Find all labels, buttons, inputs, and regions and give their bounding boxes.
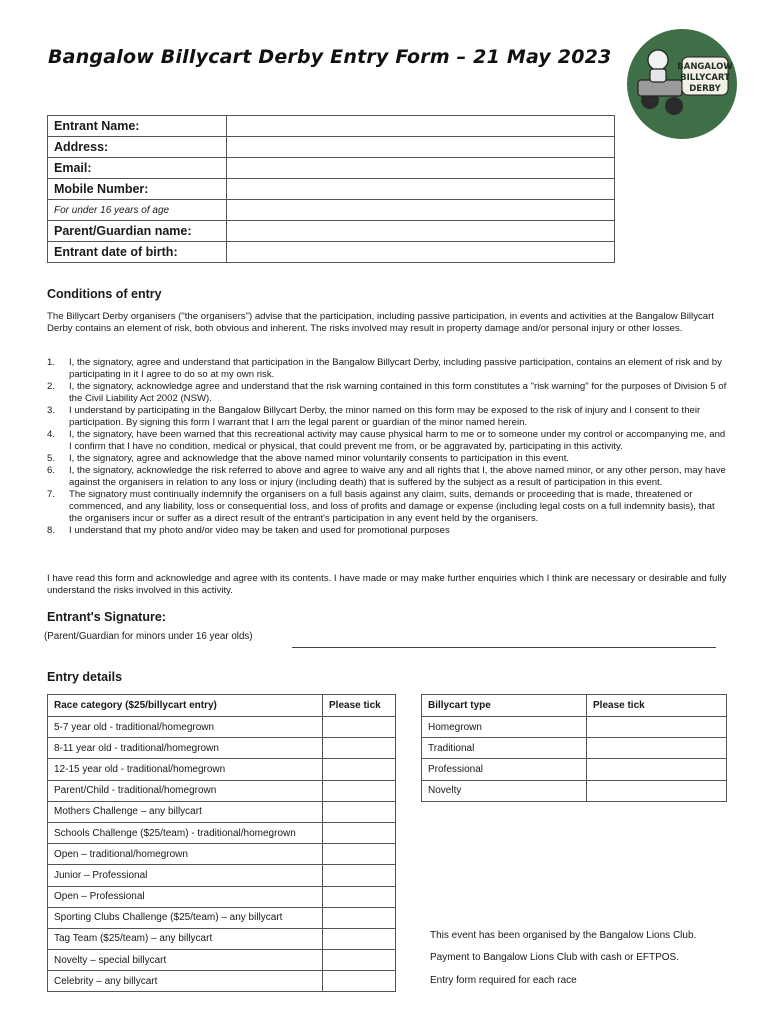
entrant-field-label: Email: bbox=[48, 158, 227, 179]
condition-number: 6. bbox=[47, 465, 56, 476]
race-tick-box[interactable] bbox=[323, 801, 396, 822]
race-tick-box[interactable] bbox=[323, 865, 396, 886]
table-row bbox=[48, 950, 396, 971]
race-tick-box[interactable] bbox=[323, 928, 396, 949]
race-category-label: Open – Professional bbox=[48, 886, 323, 907]
condition-number: 2. bbox=[47, 381, 56, 392]
billycart-type-table bbox=[421, 694, 727, 802]
entrant-field-input[interactable] bbox=[227, 179, 615, 200]
race-category-label: Schools Challenge ($25/team) - traditional/homegrown bbox=[48, 822, 323, 843]
condition-item bbox=[47, 465, 727, 489]
entrant-field-label: Parent/Guardian name: bbox=[48, 221, 227, 242]
race-tick-box[interactable] bbox=[323, 907, 396, 928]
payment-note: Payment to Bangalow Lions Club with cash or EFTPOS. bbox=[430, 952, 680, 963]
condition-number: 7. bbox=[47, 489, 56, 500]
condition-text: The signatory must continually indemnify the organisers on a full basis against any claim, suits, demands or proceeding that is made, threatened or commenced, and any liability, loss or consequential loss, and loss of profits and damage or expense (including legal costs on a full indemnity basis), that the organisers incur or suffer as a direct result of the entrant's participation in any event held by the organisers. bbox=[69, 489, 715, 524]
condition-item bbox=[47, 525, 727, 537]
entrant-field-label: Address: bbox=[48, 137, 227, 158]
condition-number: 1. bbox=[47, 357, 56, 368]
race-category-header: Race category ($25/billycart entry) bbox=[48, 695, 323, 717]
condition-text: I, the signatory, have been warned that this recreational activity may cause physical harm to me or to someone under my control or accompanying me, and I confirm that I have no condition, medical or physical, that could prevent me from, or be aggravated by, participating in this activity. bbox=[69, 429, 726, 452]
race-category-label: Sporting Clubs Challenge ($25/team) – any billycart bbox=[48, 907, 323, 928]
condition-item bbox=[47, 453, 727, 465]
race-category-label: Celebrity – any billycart bbox=[48, 971, 323, 992]
race-tick-box[interactable] bbox=[323, 950, 396, 971]
billycart-type-label: Professional bbox=[422, 759, 587, 780]
entrant-field-row bbox=[48, 158, 615, 179]
table-row bbox=[48, 907, 396, 928]
table-row bbox=[48, 844, 396, 865]
table-row bbox=[422, 759, 727, 780]
race-category-label: 8-11 year old - traditional/homegrown bbox=[48, 738, 323, 759]
race-category-label: 5-7 year old - traditional/homegrown bbox=[48, 717, 323, 738]
form-title: Bangalow Billycart Derby Entry Form – 21 May 2023 bbox=[48, 46, 612, 68]
please-tick-header: Please tick bbox=[587, 695, 727, 717]
entrant-field-label: Entrant date of birth: bbox=[48, 242, 227, 263]
table-row bbox=[48, 780, 396, 801]
conditions-heading: Conditions of entry bbox=[47, 287, 162, 301]
entrant-field-input[interactable] bbox=[227, 158, 615, 179]
race-category-label: Mothers Challenge – any billycart bbox=[48, 801, 323, 822]
entrant-field-row bbox=[48, 116, 615, 137]
billycart-type-label: Traditional bbox=[422, 738, 587, 759]
entrant-field-row bbox=[48, 179, 615, 200]
signature-line[interactable] bbox=[292, 647, 716, 648]
logo-driver-body bbox=[650, 69, 666, 82]
entry-details-heading: Entry details bbox=[47, 670, 123, 684]
logo-text: DERBY bbox=[689, 84, 721, 94]
signature-heading: Entrant's Signature: bbox=[47, 610, 166, 624]
signature-note: (Parent/Guardian for minors under 16 year olds) bbox=[44, 631, 253, 642]
condition-text: I, the signatory, agree and acknowledge that the above named minor voluntarily consents to participation in this event. bbox=[69, 453, 570, 464]
entrant-field-row bbox=[48, 242, 615, 263]
entrant-field-input[interactable] bbox=[227, 116, 615, 137]
table-row bbox=[48, 759, 396, 780]
billycart-tick-box[interactable] bbox=[587, 780, 727, 801]
table-row bbox=[48, 971, 396, 992]
entrant-field-label: Mobile Number: bbox=[48, 179, 227, 200]
condition-item bbox=[47, 381, 727, 405]
acknowledgement-text: I have read this form and acknowledge and agree with its contents. I have made or may make further enquiries which I think are necessary or desirable and fully understand the risks involved in this activity. bbox=[47, 573, 727, 596]
logo-text: BILLYCART bbox=[680, 73, 730, 83]
table-header-row bbox=[422, 695, 727, 717]
condition-number: 4. bbox=[47, 429, 56, 440]
table-row bbox=[48, 822, 396, 843]
logo-driver-head bbox=[648, 50, 668, 70]
table-header-row bbox=[48, 695, 396, 717]
condition-text: I, the signatory, acknowledge the risk referred to above and agree to waive any and all rights that I, the above named minor, or any other person, may have against the organisers in relation to any loss or injury (including death) that is suffered by the subject as a result of participation in this event. bbox=[69, 465, 726, 488]
billycart-type-header: Billycart type bbox=[422, 695, 587, 717]
entrant-field-row bbox=[48, 200, 615, 221]
condition-number: 8. bbox=[47, 525, 56, 536]
condition-text: I, the signatory, acknowledge agree and understand that the risk warning contained in this form constitutes a "risk warning" for the purposes of Division 5 of the Civil Liability Act 2002 (NSW). bbox=[69, 381, 727, 404]
race-category-table bbox=[47, 694, 396, 992]
entrant-field-input[interactable] bbox=[227, 200, 615, 221]
condition-number: 5. bbox=[47, 453, 56, 464]
condition-number: 3. bbox=[47, 405, 56, 416]
entrant-field-input[interactable] bbox=[227, 221, 615, 242]
bangalow-billycart-derby-logo bbox=[626, 28, 738, 140]
race-tick-box[interactable] bbox=[323, 717, 396, 738]
race-tick-box[interactable] bbox=[323, 780, 396, 801]
race-category-label: Tag Team ($25/team) – any billycart bbox=[48, 928, 323, 949]
table-row bbox=[422, 780, 727, 801]
table-row bbox=[422, 717, 727, 738]
condition-text: I understand by participating in the Bangalow Billycart Derby, the minor named on this form may be exposed to the risk of injury and I consent to their participation. By signing this form I warrant that I am the legal parent or guardian of the minor named herein. bbox=[69, 405, 701, 428]
please-tick-header: Please tick bbox=[323, 695, 396, 717]
race-tick-box[interactable] bbox=[323, 886, 396, 907]
race-category-label: Open – traditional/homegrown bbox=[48, 844, 323, 865]
entrant-field-label: Entrant Name: bbox=[48, 116, 227, 137]
race-tick-box[interactable] bbox=[323, 759, 396, 780]
table-row bbox=[48, 717, 396, 738]
entrant-field-input[interactable] bbox=[227, 242, 615, 263]
organiser-note: This event has been organised by the Bangalow Lions Club. bbox=[430, 930, 697, 941]
entrant-field-row bbox=[48, 221, 615, 242]
table-row bbox=[48, 886, 396, 907]
logo-wheel bbox=[665, 97, 683, 115]
logo-text: BANGALOW bbox=[677, 62, 733, 72]
billycart-tick-box[interactable] bbox=[587, 717, 727, 738]
entrant-field-input[interactable] bbox=[227, 137, 615, 158]
condition-text: I, the signatory, agree and understand that participation in the Bangalow Billycart Derby, including passive participation, contains an element of risk and by participating in it I agree to do so at my own risk. bbox=[69, 357, 722, 380]
table-row bbox=[48, 738, 396, 759]
table-row bbox=[48, 801, 396, 822]
table-row bbox=[422, 738, 727, 759]
race-tick-box[interactable] bbox=[323, 844, 396, 865]
race-category-label: Novelty – special billycart bbox=[48, 950, 323, 971]
billycart-type-label: Homegrown bbox=[422, 717, 587, 738]
table-row bbox=[48, 928, 396, 949]
table-row bbox=[48, 865, 396, 886]
race-category-label: Parent/Child - traditional/homegrown bbox=[48, 780, 323, 801]
entry-form-note: Entry form required for each race bbox=[430, 975, 577, 986]
race-category-label: Junior – Professional bbox=[48, 865, 323, 886]
condition-item bbox=[47, 489, 727, 525]
conditions-intro: The Billycart Derby organisers ("the organisers") advise that the participation, including passive participation, in events and activities at the Bangalow Billycart Derby contains an element of risk, both obvious and inherent. The risks involved may result in property damage and/or personal injury or other losses. bbox=[47, 311, 714, 334]
billycart-type-label: Novelty bbox=[422, 780, 587, 801]
condition-item bbox=[47, 429, 727, 453]
conditions-list bbox=[47, 357, 727, 537]
race-tick-box[interactable] bbox=[323, 738, 396, 759]
condition-text: I understand that my photo and/or video may be taken and used for promotional purposes bbox=[69, 525, 450, 536]
billycart-tick-box[interactable] bbox=[587, 738, 727, 759]
entrant-details-table bbox=[47, 115, 615, 263]
billycart-tick-box[interactable] bbox=[587, 759, 727, 780]
race-category-label: 12-15 year old - traditional/homegrown bbox=[48, 759, 323, 780]
entrant-field-row bbox=[48, 137, 615, 158]
condition-item bbox=[47, 357, 727, 381]
entrant-field-label: For under 16 years of age bbox=[48, 200, 227, 221]
condition-item bbox=[47, 405, 727, 429]
race-tick-box[interactable] bbox=[323, 971, 396, 992]
race-tick-box[interactable] bbox=[323, 822, 396, 843]
